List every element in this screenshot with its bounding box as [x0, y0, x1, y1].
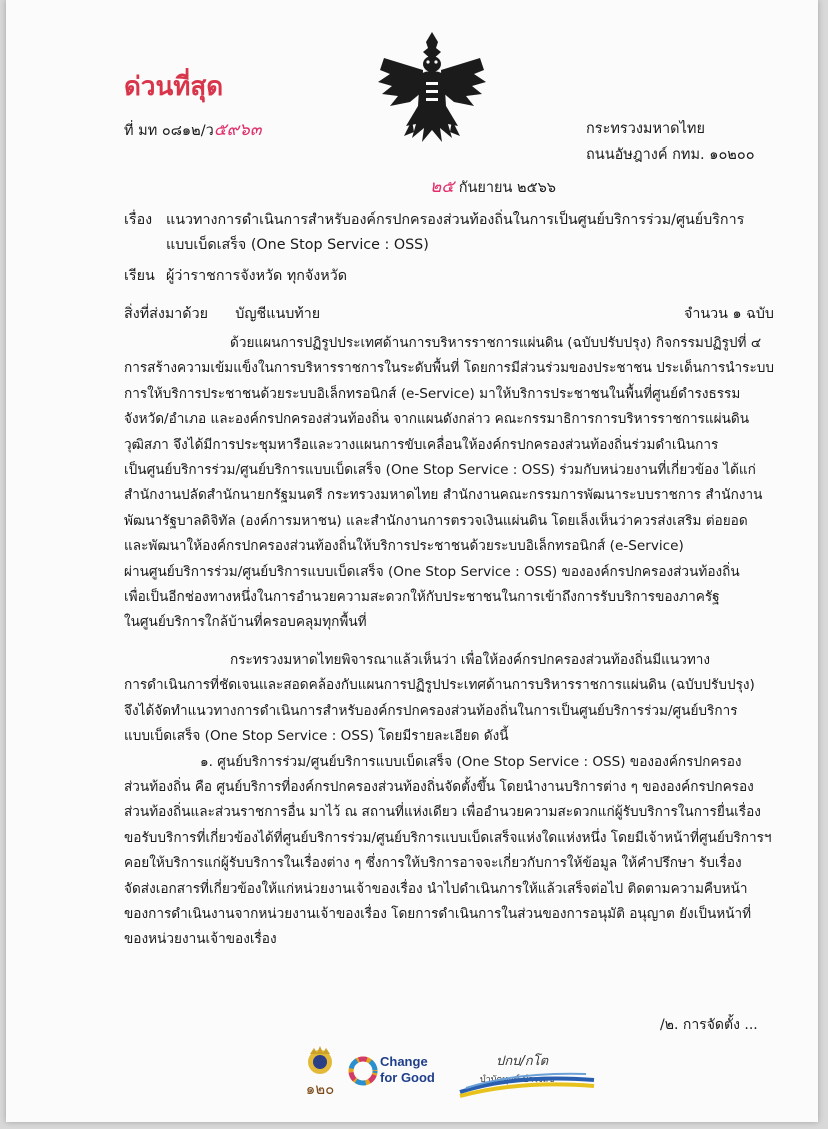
bless-caption: บำบัดทุกข์ บำรุงสุข	[480, 1075, 555, 1085]
body-line: และพัฒนาให้องค์กรปกครองส่วนท้องถิ่นให้บริการประชาชนด้วยระบบอิเล็กทรอนิกส์ (e-Service)	[124, 538, 684, 555]
body-line: กระทรวงมหาดไทยพิจารณาแล้วเห็นว่า เพื่อให้องค์กรปกครองส่วนท้องถิ่นมีแนวทาง	[230, 651, 711, 668]
bless-logo	[456, 1050, 598, 1100]
enclosure-block	[124, 303, 774, 325]
letter-body	[124, 331, 774, 953]
change-word: Change	[380, 1054, 428, 1069]
paragraph-2	[124, 648, 774, 750]
body-line: ๑. ศูนย์บริการร่วม/ศูนย์บริการแบบเบ็ดเสร็จ (One Stop Service : OSS) ขององค์กรปกครอง	[200, 753, 742, 770]
garuda-emblem-icon	[376, 30, 488, 146]
enclosure-label: สิ่งที่ส่งมาด้วย	[124, 306, 208, 322]
body-line: ส่วนท้องถิ่น คือ ศูนย์บริการที่องค์กรปกครองส่วนท้องถิ่นจัดตั้งขึ้น โดยนำงานบริการต่าง ๆ ขององค์กรปกครอง	[124, 778, 754, 795]
body-line: ของหน่วยงานเจ้าของเรื่อง	[124, 931, 277, 948]
continuation-note: /๒. การจัดตั้ง ...	[660, 1017, 758, 1033]
enclosure-value: บัญชีแนบท้าย	[235, 306, 321, 322]
subject-block	[124, 208, 774, 258]
body-line: จึงได้จัดทำแนวทางการดำเนินการสำหรับองค์กรปกครองส่วนท้องถิ่นในการเป็นศูนย์บริการร่วม/ศูนย์บริการ	[124, 702, 738, 719]
date-day-handwritten: ๒๕	[430, 177, 455, 197]
recipient-label: เรียน	[124, 268, 155, 284]
letter-page	[6, 0, 818, 1122]
change-circle-icon	[348, 1056, 378, 1086]
body-line: สำนักงานปลัดสำนักนายกรัฐมนตรี กระทรวงมหาดไทย สำนักงานคณะกรรมการพัฒนาระบบราชการ สำนักงาน	[124, 487, 763, 504]
body-line: คอยให้บริการแก่ผู้รับบริการในเรื่องต่าง ๆ ซึ่งการให้บริการอาจจะเกี่ยวกับการให้ข้อมูล ให้คำปรึกษา รับเรื่อง	[124, 855, 742, 872]
sender-block	[586, 116, 755, 168]
body-line: ด้วยแผนการปฏิรูปประเทศด้านการบริหารราชการแผ่นดิน (ฉบับปรับปรุง) กิจกรรมปฏิรูปที่ ๔	[230, 335, 762, 351]
body-line: ส่วนท้องถิ่นและส่วนราชการอื่น มาไว้ ณ สถานที่แห่งเดียว เพื่ออำนวยความสะดวกแก่ผู้รับบริการในการยื่นเรื่อง	[124, 804, 761, 821]
footer-logos	[6, 1044, 818, 1104]
body-line: เป็นศูนย์บริการร่วม/ศูนย์บริการแบบเบ็ดเสร็จ (One Stop Service : OSS) ร่วมกับหน่วยงานที่เกี่ยวข้อง ได้แก่	[124, 462, 756, 479]
ministry-name: กระทรวงมหาดไทย	[586, 121, 705, 137]
enclosure-amount: จำนวน ๑ ฉบับ	[683, 306, 774, 322]
body-line: แบบเบ็ดเสร็จ (One Stop Service : OSS) โดยมีรายละเอียด ดังนี้	[124, 728, 509, 745]
subject-line-2: แบบเบ็ดเสร็จ (One Stop Service : OSS)	[166, 237, 429, 253]
anniversary-number: ๑๒๐	[305, 1080, 335, 1098]
body-line: เพื่อเป็นอีกช่องทางหนึ่งในการอำนวยความสะดวกให้กับประชาชนในการเข้าถึงการรับบริการของภาครัฐ	[124, 589, 720, 606]
body-line: ขอรับบริการที่เกี่ยวข้องได้ที่ศูนย์บริการร่วม/ศูนย์บริการแบบเบ็ดเสร็จแห่งใดแห่งหนึ่ง โดยมีเจ้าหน้าที่ศูนย์บริการฯ	[124, 829, 772, 846]
letter-date	[430, 173, 556, 200]
paragraph-1	[124, 331, 774, 636]
anniversary-logo-icon	[296, 1044, 344, 1100]
ref-handwritten-number: ๕๙๖๓	[213, 120, 262, 140]
document-number	[124, 116, 261, 143]
ref-prefix: ที่ มท ๐๘๑๒/ว	[124, 123, 214, 139]
body-line: พัฒนารัฐบาลดิจิทัล (องค์การมหาชน) และสำนักงานการตรวจเงินแผ่นดิน โดยเล็งเห็นว่าควรส่งเสริม ต่อยอด	[124, 512, 748, 529]
body-line: การดำเนินการที่ชัดเจนและสอดคล้องกับแผนการปฏิรูปประเทศด้านการบริหารราชการแผ่นดิน (ฉบับปรับปรุง)	[124, 677, 755, 694]
body-line: ของการดำเนินงานจากหน่วยงานเจ้าของเรื่อง โดยการดำเนินการในส่วนของการอนุมัติ อนุญาต ยังเป็นหน้าที่	[124, 905, 752, 922]
ministry-address: ถนนอัษฎางค์ กทม. ๑๐๒๐๐	[586, 147, 755, 163]
for-good-words: for Good	[380, 1070, 435, 1085]
body-line: การให้บริการประชาชนด้วยระบบอิเล็กทรอนิกส์ (e-Service) มาให้บริการประชาชนในพื้นที่ศูนย์ดำรงธรรม	[124, 385, 741, 402]
paragraph-3	[124, 750, 774, 953]
body-line: การสร้างความเข้มแข็งในการบริหารราชการในระดับพื้นที่ โดยการมีส่วนร่วมของประชาชน ประเด็นการนำระบบ	[124, 360, 775, 377]
body-line: จัดส่งเอกสารที่เกี่ยวข้องให้แก่หน่วยงานเจ้าของเรื่อง นำไปดำเนินการให้แล้วเสร็จต่อไป ติดตามความคืบหน้า	[124, 880, 748, 897]
subject-label: เรื่อง	[124, 212, 153, 228]
change-for-good-logo	[348, 1050, 448, 1100]
ribbon-swoosh-icon	[456, 1070, 598, 1100]
date-month-year: กันยายน ๒๕๖๖	[458, 180, 556, 196]
body-line: ในศูนย์บริการใกล้บ้านที่ครอบคลุมทุกพื้นที่	[124, 614, 367, 631]
subject-line-1: แนวทางการดำเนินการสำหรับองค์กรปกครองส่วนท้องถิ่นในการเป็นศูนย์บริการร่วม/ศูนย์บริการ	[166, 212, 745, 228]
recipient-block	[124, 265, 347, 287]
body-line: ผ่านศูนย์บริการร่วม/ศูนย์บริการแบบเบ็ดเสร็จ (One Stop Service : OSS) ขององค์กรปกครองส่วนท้องถิ่น	[124, 563, 740, 580]
urgent-stamp: ด่วนที่สุด	[124, 72, 224, 102]
recipient-value: ผู้ว่าราชการจังหวัด ทุกจังหวัด	[166, 268, 348, 284]
bless-script-text: ปกบ/กโต	[496, 1054, 549, 1069]
body-line: จังหวัด/อำเภอ และองค์กรปกครองส่วนท้องถิ่น จากแผนดังกล่าว คณะกรรมาธิการการบริหารราชการแผ่นดิน	[124, 411, 750, 428]
body-line: วุฒิสภา จึงได้มีการประชุมหารือและวางแผนการขับเคลื่อนให้องค์กรปกครองส่วนท้องถิ่นร่วมดำเนินการ	[124, 436, 719, 453]
